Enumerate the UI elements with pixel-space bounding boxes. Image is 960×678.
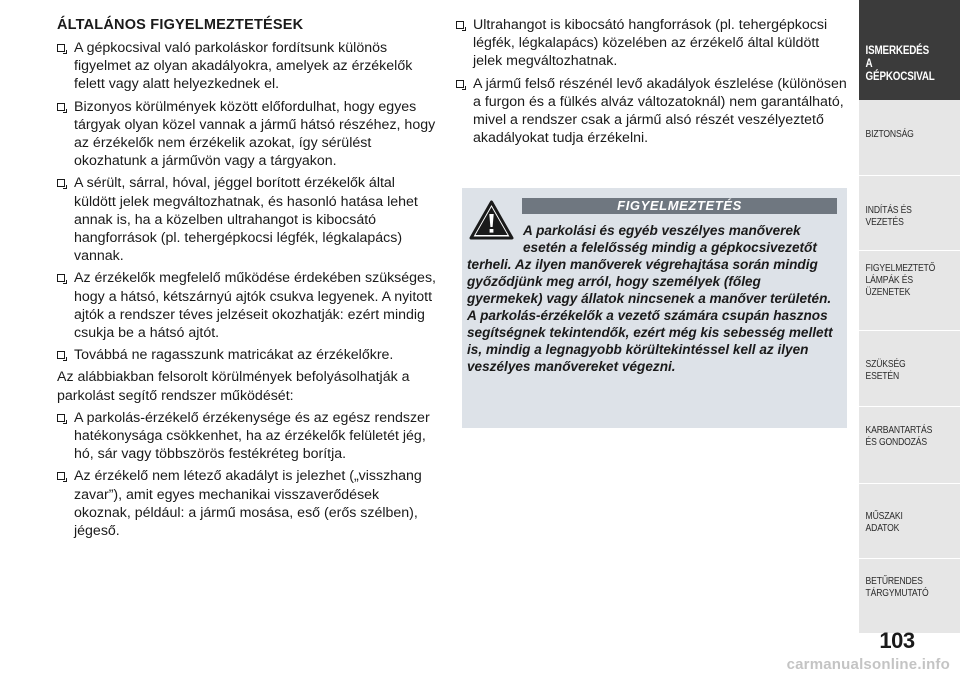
- bullet-list-3: [456, 16, 848, 147]
- tab-figyelmezteto[interactable]: FIGYELMEZTETŐ LÁMPÁK ÉS ÜZENETEK: [865, 262, 936, 298]
- checkbox-bullet-icon: [57, 414, 65, 422]
- tab-karbantartas[interactable]: KARBANTARTÁS ÉS GONDOZÁS: [865, 424, 933, 448]
- intro-paragraph: Az alábbiakban felsorolt körülmények befolyásolhatják a parkolást segítő rendszer működését:: [57, 369, 410, 404]
- list-item: A parkolás-érzékelő érzékenysége és az egész rendszer hatékonysága csökkenhet, ha az érzékelők felületét jég, hó, sár vagy többszörös festékréteg borítja.: [57, 409, 439, 464]
- list-item: Az érzékelő nem létező akadályt is jelezhet („visszhang zavar”), amit egyes mechanikai visszaverődések okoznak, például: a jármű mosása, eső (erős szélben), jégeső.: [57, 467, 439, 540]
- warning-title: FIGYELMEZTETÉS: [522, 198, 837, 214]
- list-item: Az érzékelők megfelelő működése érdekében szükséges, hogy a hátsó, kétszárnyú ajtók csukva legyenek. A nyitott ajtók a rendszer téves jelzéseit okozhatják: ezért mindig csukja be a hátsó ajtót.: [57, 269, 439, 342]
- checkbox-bullet-icon: [57, 351, 65, 359]
- right-column: [456, 16, 848, 151]
- tab-muszaki[interactable]: MŰSZAKI ADATOK: [865, 510, 903, 534]
- bullet-list-1: [57, 39, 439, 364]
- footer-watermark: carmanualsonline.info: [786, 656, 950, 673]
- checkbox-bullet-icon: [456, 80, 464, 88]
- tab-betu[interactable]: BETŰRENDES TÁRGYMUTATÓ: [865, 575, 929, 599]
- checkbox-bullet-icon: [57, 44, 65, 52]
- bullet-list-2: [57, 409, 439, 540]
- page-number: 103: [879, 628, 915, 653]
- checkbox-bullet-icon: [456, 21, 464, 29]
- tab-ismerkedes[interactable]: ISMERKEDÉS A GÉPKOCSIVAL: [865, 43, 935, 83]
- list-item: A sérült, sárral, hóval, jéggel borított érzékelők által küldött jelek megváltozhatnak, és hasonló hatása lehet annak is, ha a közelben ultrahangot is kibocsátó hangforrások (pl. tehergépkocsi légfék, légkalapács) vannak.: [57, 174, 439, 265]
- warning-box: [462, 188, 847, 428]
- checkbox-bullet-icon: [57, 274, 65, 282]
- list-item: Ultrahangot is kibocsátó hangforrások (pl. tehergépkocsi légfék, légkalapács) közelében az érzékelő által küldött jelek megváltozhatnak.: [456, 16, 848, 71]
- chapter-sidebar: [859, 0, 960, 678]
- warning-text: A parkolási és egyéb veszélyes manőverek esetén a felelősség mindig a gépkocsivezetőt terheli. Az ilyen manőverek végrehajtása során mindig győződjünk meg arról, hogy személyek (főleg gyermekek) vagy állatok nincsenek a manőver területén. A parkolás-érzékelők a vezető számára csupán hasznos segítségnek tekintendők, ezért még kis sebesség mellett is, mindig a legnagyobb körültekintéssel kell az ilyen veszélyes manővereket végezni.: [467, 223, 833, 374]
- tab-szukseg[interactable]: SZÜKSÉG ESETÉN: [865, 358, 906, 382]
- left-column: [57, 16, 439, 544]
- list-item: Bizonyos körülmények között előfordulhat, hogy egyes tárgyak olyan közel vannak a jármű hátsó részéhez, hogy az érzékelők nem érzékelik azokat, így sérülést okozhatunk a járművön vagy a tárgyakon.: [57, 98, 439, 171]
- tab-biztonsag[interactable]: BIZTONSÁG: [865, 128, 914, 140]
- checkbox-bullet-icon: [57, 179, 65, 187]
- list-item: A jármű felső részénél levő akadályok észlelése (különösen a furgon és a fülkés alváz változatoknál) nem garantálható, mivel a rendszer csak a jármű alsó részét veszélyeztető akadályokat tudja érzékelni.: [456, 75, 848, 148]
- list-item: A gépkocsival való parkoláskor fordítsunk különös figyelmet az olyan akadályokra, amelyek az érzékelők felett vagy alatt helyezkednek el.: [57, 39, 439, 94]
- tab-inditas[interactable]: INDÍTÁS ÉS VEZETÉS: [865, 204, 912, 228]
- checkbox-bullet-icon: [57, 103, 65, 111]
- list-item: Továbbá ne ragasszunk matricákat az érzékelőkre.: [57, 346, 439, 364]
- section-heading: ÁLTALÁNOS FIGYELMEZTETÉSEK: [57, 17, 304, 33]
- checkbox-bullet-icon: [57, 472, 65, 480]
